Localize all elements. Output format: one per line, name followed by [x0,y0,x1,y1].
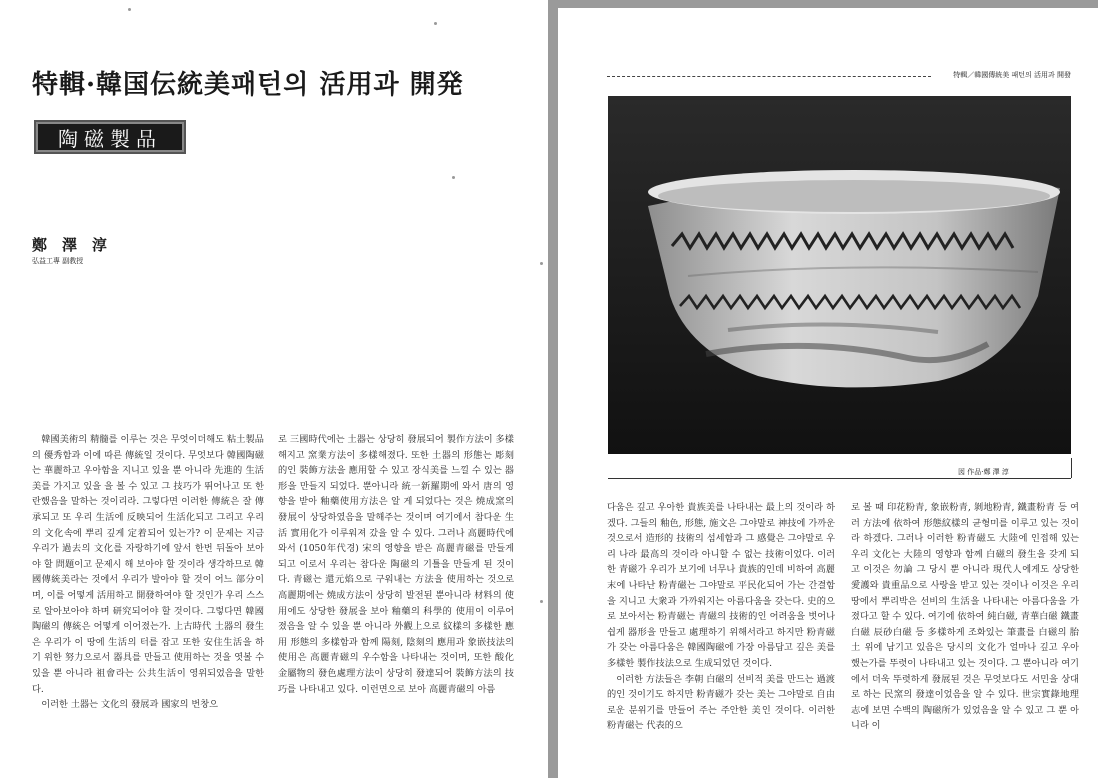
article-title: 特輯·韓国伝統美패턴의 活用과 開発 [32,70,464,100]
running-head-rule [607,76,931,77]
paragraph: 다움은 깊고 우아한 貴族美를 나타내는 最上의 것이라 하겠다. 그들의 釉色, 形態, 施文은 그야말로 神技에 가까운 것으로서 造形的 技術의 섬세함과 그 感覺은 그야말로 우리 나라 最高의 것이라 아니할 수 없는 技術이었다. 이러한 青磁가 우리가 보기에 너무나 貴族的인데 비하여 高麗末에 나타난 粉青磁는 그야말로 平民化되어 가는 간결함을 지니고 大衆과 가까워지는 아름다움을 갖는다. 史的으로 보아서는 粉青磁는 青磁의 技術的인 어려움을 벗어나 쉽게 器形을 만들고 處理하기 위해서라고 하지만 粉青磁가 갖는 아름다움은 韓國陶磁에 가장 아름답고 깊은 美를 多樣한 製作技法으로 生成되었던 것이다. [607,502,835,669]
caption-tick [1071,458,1072,478]
paragraph: 로 三國時代에는 土器는 상당히 發展되어 製作方法이 多樣해지고 窯業方法이 多樣해졌다. 또한 土器의 形態는 彫刻的인 裝飾方法을 應用할 수 있고 장식美를 느낄 수 있는 器形을 만들지 되었다. 뿐아니라 統一新羅期에 와서 唐의 영향을 받아 釉藥使用方法은 알 게 되었다는 것은 燒成窯의 發展이 상당하였음을 말해주는 것이며 여기에서 참다운 生活 實用化가 이루워져 갔을 알 수 있다. 그러나 高麗時代에 와서 (1050年代경) 宋의 영향을 받은 高麗青磁를 만들게 되고 이로서 우리는 참다운 陶磁의 기틀을 만들게 된 것이다. 青磁는 還元焰으로 구워내는 方法을 使用하는 것으로 高麗期에는 燒成方法이 상당히 발전된 뿐아니라 材料의 使用에도 상당한 發展을 보아 釉藥의 科學的 使用이 이루어졌음을 알 수 있을 뿐 아니라 外觀上으로 紋樣의 多樣한 應用 形態의 多樣함과 함께 陽刻, 陰刻의 應用과 象嵌技法의 使用은 高麗青磁의 우수함을 나타내는 것이며, 또한 酸化金屬物의 發色處理方法이 상당히 發達되어 裝飾方法의 技巧를 나타내고 있다. 이런면으로 보아 高麗青磁의 아름 [278,434,514,695]
left-page [0,0,548,778]
author-name: 鄭 澤 淳 [32,236,108,254]
figure-caption: 図 作品·鄭 澤 淳 [958,468,1009,476]
speck [540,262,543,265]
caption-rule [608,478,1071,479]
speck [540,600,543,603]
bowl-illustration [608,96,1071,454]
paragraph: 로 볼 때 印花粉青, 象嵌粉青, 剝地粉青, 鐵畫粉青 등 여러 方法에 依하여 形態紋樣의 균형미를 이루고 있는 것이라 하겠다. 그러나 이러한 粉青磁도 大陸에 인접해 있는 우리 文化는 大陸의 영향과 함께 白磁의 發生을 갖게 되고 이것은 勿論 그 당시 뿐 아니라 現代人에게도 상당한 愛護와 貴重品으로 사랑을 받고 있는 것이나 이것은 우리 땅에서 뿌리박은 선비의 生活을 나타내는 아름다움을 가졌다고 할 수 있다. 여기에 依하여 純白磁, 青華白磁 鐵畫白磁 辰砂白磁 등 多樣하게 조화있는 筆畫를 白磁의 胎土 위에 남기고 있음은 당시의 文化가 얼마나 깊고 우아했는가를 뚜렷이 나타내고 있는 것이다. 그 뿐아니라 여기에서 더욱 뚜렷하게 發展된 것은 무엇보다도 서민을 상대로 하는 民窯의 發達이었음을 알 수 있다. 世宗實錄地理志에 보면 수백의 陶磁所가 있었음을 알 수 있고 그 뿐 아니라 이 [851,502,1079,732]
speck [434,22,437,25]
paragraph: 韓國美術의 精髓를 이루는 것은 무엇이더해도 粘土製品의 優秀함과 이에 따른 傳統일 것이다. 무엇보다 韓國陶磁는 華麗하고 우아함을 지니고 있을 뿐 아니라 先進的 生活美를 가지고 있을 을 볼 수 있고 그 技巧가 뛰어나고 또 한란했음을 말하는 것이리라. 그렇다면 이러한 傳統은 잘 傳承되고 또 우리 生活에 反映되어 生活化되고 그리고 우리의 文化속에 뿌리 깊게 定着되어 있는가? 이 문제는 지금 우리가 過去의 文化를 자랑하기에 앞서 한번 뒤돌아 보아야 할 問題이고 문제시 해 보아야 할 것이라 생각하므로 韓國傳統美라는 것에서 우리가 발아야 할 것이 어느 部分이며, 이를 어떻게 活用하고 開發하여야 할 것인가 우리 스스로 알아보아야 하며 研究되어야 할 것이다. 그렇다면 韓國陶磁의 傳統은 어떻게 이어졌는가. 上古時代 土器의 發生은 우리가 이 땅에 生活의 터를 잡고 또한 安住生活을 하기 위한 努力으로서 器具를 만들고 使用하는 것을 엿볼 수 있을 뿐 아니라 祖會라는 公共生活이 영위되었음을 말한다. [32,434,264,695]
bowl-photo [608,96,1071,454]
speck [452,176,455,179]
author-title: 弘益工專 副教授 [32,257,84,265]
right-page-top-bar [558,0,1098,8]
speck [128,8,131,11]
page-gutter [548,0,558,778]
paragraph: 이러한 方法들은 李朝 白磁의 선비적 美를 만드는 過渡的인 것이기도 하지만 粉青磁가 갖는 美는 그야말로 自由로운 분위기를 만들어 주는 주안한 美인 것이다. 이러한 粉青磁는 代表的으 [607,673,835,732]
text-column-left-1 [32,432,264,713]
article-subtitle-box [34,120,186,154]
text-column-right-1 [607,500,835,734]
paragraph: 이러한 土器는 文化의 發展과 國家의 번창으 [41,699,219,711]
running-head [607,70,1071,82]
article-subtitle: 陶磁製品 [58,126,162,151]
text-column-right-2 [851,500,1079,734]
running-head-text: 特輯／韓國傳統美 패턴의 活用과 開發 [953,71,1071,79]
text-column-left-2 [278,432,514,697]
